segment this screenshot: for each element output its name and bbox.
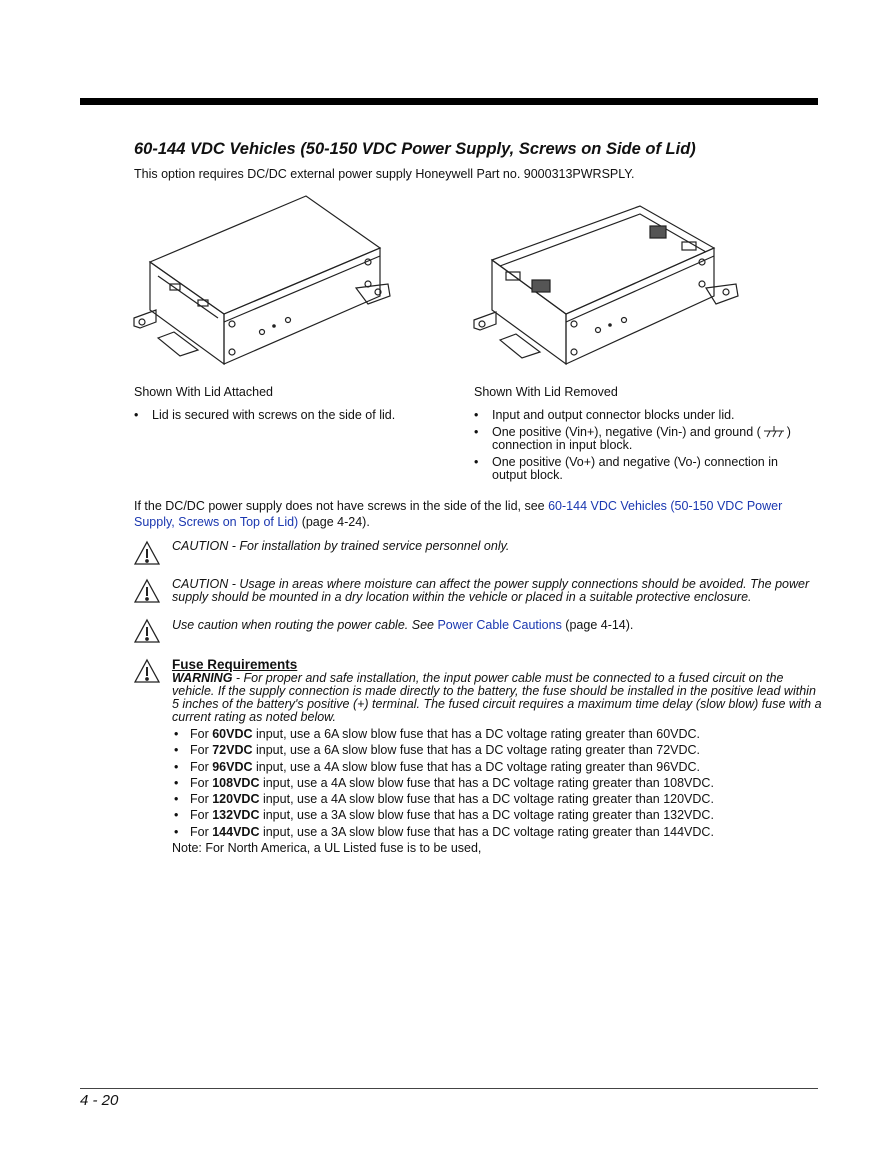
list-item: • For 144VDC input, use a 3A slow blow fuse that has a DC voltage rating greater than 144VDC.: [172, 824, 822, 840]
power-cable-cautions-link[interactable]: Power Cable Cautions: [437, 618, 562, 632]
right-figure-bullets: [474, 409, 814, 486]
footer-rule: [80, 1088, 818, 1089]
section-heading: 60-144 VDC Vehicles (50-150 VDC Power Supply, Screws on Side of Lid): [134, 140, 696, 158]
list-item: • For 60VDC input, use a 6A slow blow fuse that has a DC voltage rating greater than 60VDC.: [172, 726, 822, 742]
list-item: • For 96VDC input, use a 4A slow blow fuse that has a DC voltage rating greater than 96VDC.: [172, 759, 822, 775]
voltage-value: 72VDC: [212, 743, 253, 758]
voltage-value: 120VDC: [212, 792, 260, 807]
fuse-note: Note: For North America, a UL Listed fuse is to be used,: [172, 841, 482, 856]
warning-triangle-icon: [134, 578, 160, 604]
fuse-rating-list: [172, 726, 822, 840]
caution-text: CAUTION - For installation by trained service personnel only.: [172, 539, 510, 553]
power-supply-lid-removed-image: [470, 192, 750, 372]
voltage-value: 108VDC: [212, 775, 260, 790]
list-item-text-tail: ) connection in input block.: [492, 425, 791, 452]
list-item: • For 108VDC input, use a 4A slow blow fuse that has a DC voltage rating greater than 108VDC.: [172, 775, 822, 791]
list-item-text: One positive (Vin+), negative (Vin-) and ground (: [492, 425, 761, 439]
warning-triangle-icon: [134, 658, 160, 684]
screws-on-top-link[interactable]: 60-144 VDC Vehicles (50-150 VDC Power Supply, Screws on Top of Lid): [134, 499, 783, 529]
list-item: • Lid is secured with screws on the side of lid.: [134, 409, 454, 422]
header-rule: [80, 98, 818, 105]
paragraph-page-ref: (page 4-24).: [298, 515, 370, 529]
intro-text: This option requires DC/DC external power supply Honeywell Part no. 9000313PWRSPLY.: [134, 167, 635, 181]
page-number: 4 - 20: [80, 1092, 119, 1109]
caution-page-ref: (page 4-14).: [561, 618, 634, 632]
list-item: • For 120VDC input, use a 4A slow blow fuse that has a DC voltage rating greater than 120VDC.: [172, 791, 822, 807]
voltage-value: 60VDC: [212, 727, 253, 741]
list-item: [474, 426, 814, 452]
fuse-requirements-title: Fuse Requirements: [172, 657, 298, 672]
left-figure-bullets: [134, 409, 454, 426]
list-item: • For 132VDC input, use a 3A slow blow fuse that has a DC voltage rating greater than 132VDC.: [172, 807, 822, 823]
warning-label: WARNING: [172, 671, 233, 685]
caution-text-part: Use caution when routing the power cable. See: [172, 618, 438, 632]
ground-symbol-icon: [761, 426, 787, 438]
warning-triangle-icon: [134, 540, 160, 566]
right-figure-caption: Shown With Lid Removed: [474, 385, 618, 399]
voltage-value: 132VDC: [212, 808, 260, 823]
list-item: • For 72VDC input, use a 6A slow blow fuse that has a DC voltage rating greater than 72VDC.: [172, 742, 822, 758]
fuse-warning: [172, 672, 822, 724]
warning-triangle-icon: [134, 618, 160, 644]
fuse-requirements-content: [172, 658, 822, 856]
left-figure-caption: Shown With Lid Attached: [134, 385, 273, 399]
list-item: • Input and output connector blocks under lid.: [474, 409, 814, 422]
see-also-paragraph: [134, 498, 824, 530]
list-item: • One positive (Vo+) and negative (Vo-) connection in output block.: [474, 456, 814, 482]
power-supply-lid-attached-image: [128, 192, 398, 372]
warning-text: - For proper and safe installation, the input power cable must be connected to a fused circuit on the vehicle. If the supply connection is made directly to the battery, the fuse should be installed in the positive lead within 5 inches of the battery's positive (+) terminal. The fused circuit requires a maximum time delay (slow blow) fuse with a current rating as noted below.: [172, 671, 822, 724]
caution-text: CAUTION - Usage in areas where moisture can affect the power supply connections should be avoided. The power supply should be mounted in a dry location within the vehicle or placed in a suitable protective enclosure.: [172, 577, 810, 604]
paragraph-text: If the DC/DC power supply does not have screws in the side of the lid, see: [134, 499, 549, 513]
caution-text: [172, 619, 822, 632]
voltage-value: 96VDC: [212, 759, 253, 774]
voltage-value: 144VDC: [212, 824, 260, 839]
